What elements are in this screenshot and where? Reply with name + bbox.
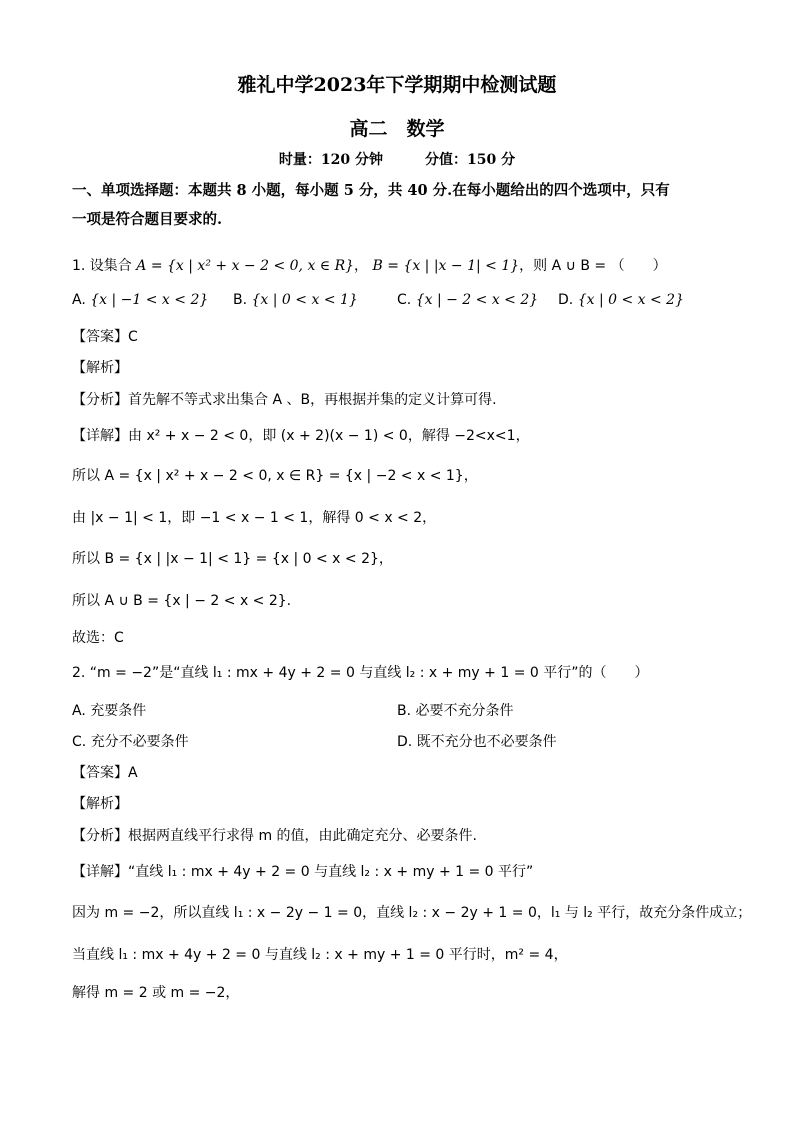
q1-detail-line: 所以 A = {x | x² + x − 2 < 0, x ∈ R} = {x | −2 < x < 1}， [72,468,478,484]
q1-detail-line: 【详解】由 x² + x − 2 < 0，即 (x + 2)(x − 1) < 0，解得 −2<x<1， [72,428,530,444]
exam-meta [0,149,794,169]
option-text: 充分不必要条件 [90,734,189,750]
q2-option-a [72,701,146,721]
q1-option-d [558,290,684,310]
option-text: {x | 0 < x < 1} [251,292,358,308]
q1-detail-line: 由 |x − 1| < 1，即 −1 < x − 1 < 1，解得 0 < x < 2， [72,510,437,526]
q2-fenxi: 【分析】根据两直线平行求得 m 的值，由此确定充分、必要条件. [72,828,477,844]
option-label: B. [397,703,412,719]
exam-score: 分值：150 分 [425,152,516,168]
q1-stem [72,256,734,276]
q2-option-c [72,732,189,752]
q2-option-d [397,732,557,752]
q1-option-b [233,290,358,310]
q1-option-a [72,290,208,310]
q2-answer: 【答案】A [72,765,138,781]
q1-detail-line: 故选：C [72,630,124,646]
q2-stem: 2. “m = −2”是“直线 l₁ : mx + 4y + 2 = 0 与直线 l₂ : x + my + 1 = 0 平行”的（ ） [72,665,649,681]
section-heading-line1: 一、单项选择题：本题共 8 小题，每小题 5 分，共 40 分.在每小题给出的四个选项中，只有 [72,182,670,199]
q2-analysis-label: 【解析】 [72,796,128,812]
option-text: {x | −1 < x < 2} [90,292,209,308]
option-label: A. [72,703,86,719]
q1-set-a: A = {x | x² + x − 2 < 0, x ∈ R} [136,258,355,274]
q1-option-c [397,290,538,310]
q1-detail-line: 所以 B = {x | |x − 1| < 1} = {x | 0 < x < 2}， [72,551,393,567]
document-title: 雅礼中学2023年下学期期中检测试题 [237,74,557,96]
option-text: {x | − 2 < x < 2} [415,292,539,308]
document-subtitle: 高二 数学 [349,118,445,140]
q1-stem-end: ，则 A ∪ B = （ ） [519,258,667,274]
option-text: {x | 0 < x < 2} [577,292,684,308]
q2-detail-line: 【详解】“直线 l₁ : mx + 4y + 2 = 0 与直线 l₂ : x + my + 1 = 0 平行” [72,864,534,880]
exam-time: 时量：120 分钟 [278,152,383,168]
option-text: 必要不充分条件 [415,703,514,719]
q1-answer: 【答案】C [72,329,138,345]
q2-detail-line: 解得 m = 2 或 m = −2， [72,985,240,1001]
section-heading-line2: 一项是符合题目要求的. [72,211,223,228]
option-label: D. [397,734,413,750]
q1-fenxi: 【分析】首先解不等式求出集合 A 、B，再根据并集的定义计算可得. [72,392,497,408]
q2-detail-line: 因为 m = −2，所以直线 l₁ : x − 2y − 1 = 0，直线 l₂ : x − 2y + 1 = 0，l₁ 与 l₂ 平行，故充分条件成立； [72,905,752,921]
q1-set-b: B = {x | |x − 1| < 1} [372,258,520,274]
q2-detail-line: 当直线 l₁ : mx + 4y + 2 = 0 与直线 l₂ : x + my + 1 = 0 平行时，m² = 4， [72,947,568,963]
option-label: B. [233,292,248,308]
q1-detail-line: 所以 A ∪ B = {x | − 2 < x < 2}. [72,593,292,609]
option-label: A. [72,292,86,308]
option-text: 充要条件 [90,703,147,719]
option-label: C. [397,292,412,308]
option-label: C. [72,734,87,750]
q1-analysis-label: 【解析】 [72,360,128,376]
q1-comma: ， [354,258,369,274]
option-label: D. [558,292,574,308]
q1-stem-intro: 1. 设集合 [72,258,132,274]
q2-option-b [397,701,514,721]
option-text: 既不充分也不必要条件 [416,734,557,750]
